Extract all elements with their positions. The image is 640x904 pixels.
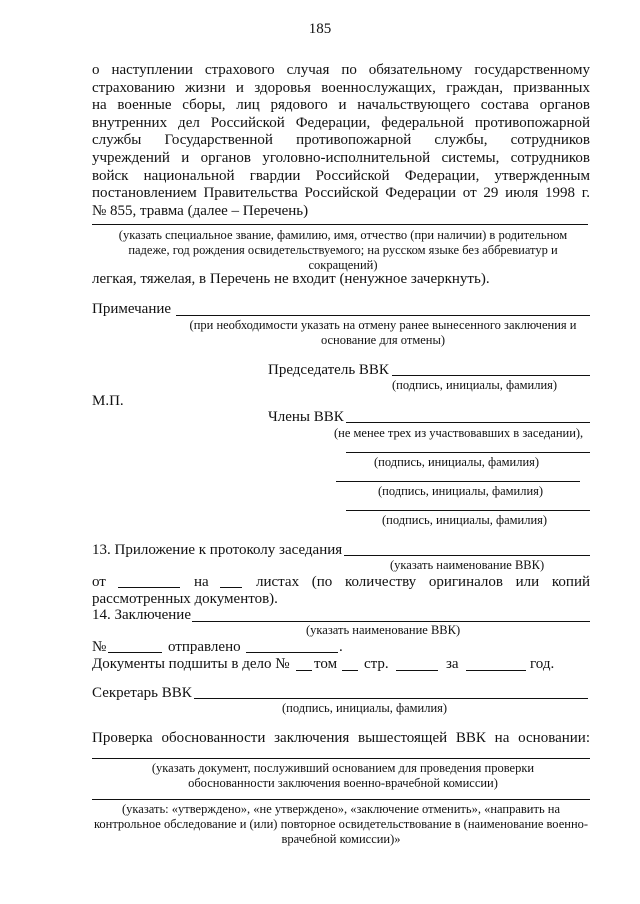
item13-rest: листах (по количеству оригиналов или копий	[256, 574, 590, 590]
item14-vvk-hint: (указать наименование ВВК)	[306, 623, 461, 637]
member-signature-line-2[interactable]	[346, 452, 590, 453]
sent-number-label: №	[92, 639, 107, 655]
intro-paragraph	[92, 62, 590, 220]
decision-hint: (указать: «утверждено», «не утверждено», «заключение отменить», «направить на контрольное обследование и (или) повторное освидетельствование в (наименование военно-врачебной комиссии)»	[93, 802, 589, 846]
item13-line2: рассмотренных документов).	[92, 591, 278, 607]
member-signature-line-3[interactable]	[336, 481, 580, 482]
item13-sheets-field[interactable]	[220, 587, 242, 588]
paragraph-line: постановлением Правительства Российской Федерации от 29 июля 1998 г.	[92, 185, 590, 202]
item13-vvk-line[interactable]	[344, 555, 590, 556]
members-hint: (не менее трех из участвовавших в заседании),	[334, 426, 584, 440]
item13-on: на	[194, 574, 209, 590]
note-label: Примечание	[92, 301, 172, 317]
chairman-label: Председатель ВВК	[268, 362, 389, 378]
sent-dot: .	[339, 639, 343, 655]
member-signature-hint-3: (подпись, инициалы, фамилия)	[378, 484, 544, 498]
paragraph-line: на военные сборы, лиц рядового и начальствующего состава органов	[92, 97, 590, 114]
item13-vvk-hint: (указать наименование ВВК)	[390, 558, 545, 572]
page-number: 185	[308, 21, 332, 37]
sent-label: отправлено	[168, 639, 241, 655]
paragraph-line: службы Государственной противопожарной службы, сотрудников	[92, 132, 590, 149]
check-line: Проверка обоснованности заключения вышестоящей ВВК на основании:	[92, 730, 590, 746]
injury-severity-line: легкая, тяжелая, в Перечень не входит (ненужное зачеркнуть).	[92, 271, 490, 287]
docs-year-field[interactable]	[466, 670, 526, 671]
check-basis-hint: (указать документ, послуживший основанием для проведения проверки обоснованности заключения военно-врачебной комиссии)	[151, 761, 535, 790]
item13-from: от	[92, 574, 106, 590]
decision-line[interactable]	[92, 799, 590, 800]
item14-label: 14. Заключение	[92, 607, 191, 623]
paragraph-line: учреждений и органов уголовно-исполнительной системы, сотрудников	[92, 149, 590, 166]
note-field-line[interactable]	[176, 315, 590, 316]
sent-date-field[interactable]	[246, 652, 338, 653]
stamp-label: М.П.	[92, 393, 124, 409]
docs-page-label: стр.	[364, 656, 389, 672]
member-signature-hint-4: (подпись, инициалы, фамилия)	[382, 513, 548, 527]
check-basis-line[interactable]	[92, 758, 590, 759]
docs-year-label: год.	[530, 656, 555, 672]
member-signature-hint-2: (подпись, инициалы, фамилия)	[374, 455, 540, 469]
item13-label: 13. Приложение к протоколу заседания	[92, 542, 343, 558]
member-signature-line-1[interactable]	[346, 422, 590, 423]
docs-for-label: за	[446, 656, 459, 672]
docs-volume-label: том	[314, 656, 338, 672]
paragraph-line: внутренних дел Российской Федерации, федеральной противопожарной	[92, 114, 590, 131]
secretary-signature-hint: (подпись, инициалы, фамилия)	[282, 701, 448, 715]
chairman-signature-hint: (подпись, инициалы, фамилия)	[392, 378, 558, 392]
member-signature-line-4[interactable]	[346, 510, 590, 511]
paragraph-line: страхованию жизни и здоровья военнослужащих, граждан, призванных	[92, 79, 590, 96]
person-field-line[interactable]	[92, 224, 588, 225]
note-hint: (при необходимости указать на отмену ранее вынесенного заключения и основание для отмены)	[189, 318, 577, 347]
chairman-signature-line[interactable]	[392, 375, 590, 376]
sent-number-field[interactable]	[108, 652, 162, 653]
item14-vvk-line[interactable]	[192, 621, 590, 622]
docs-case-field[interactable]	[296, 670, 312, 671]
person-field-hint: (указать специальное звание, фамилию, имя, отчество (при наличии) в родительном падеже, год рождения освидетельствуемого; на русском языке без аббревиатур и сокращений)	[118, 228, 568, 272]
paragraph-line: войск национальной гвардии Российской Федерации, утвержденным	[92, 167, 590, 184]
item13-from-field[interactable]	[118, 587, 180, 588]
docs-filed-label: Документы подшиты в дело №	[92, 656, 290, 672]
paragraph-line: № 855, травма (далее – Перечень)	[92, 202, 309, 219]
members-label: Члены ВВК	[268, 409, 344, 425]
docs-page-field[interactable]	[396, 670, 438, 671]
secretary-label: Секретарь ВВК	[92, 685, 192, 701]
secretary-signature-line[interactable]	[194, 698, 588, 699]
paragraph-line: о наступлении страхового случая по обязательному государственному	[92, 62, 590, 78]
docs-volume-field[interactable]	[342, 670, 358, 671]
